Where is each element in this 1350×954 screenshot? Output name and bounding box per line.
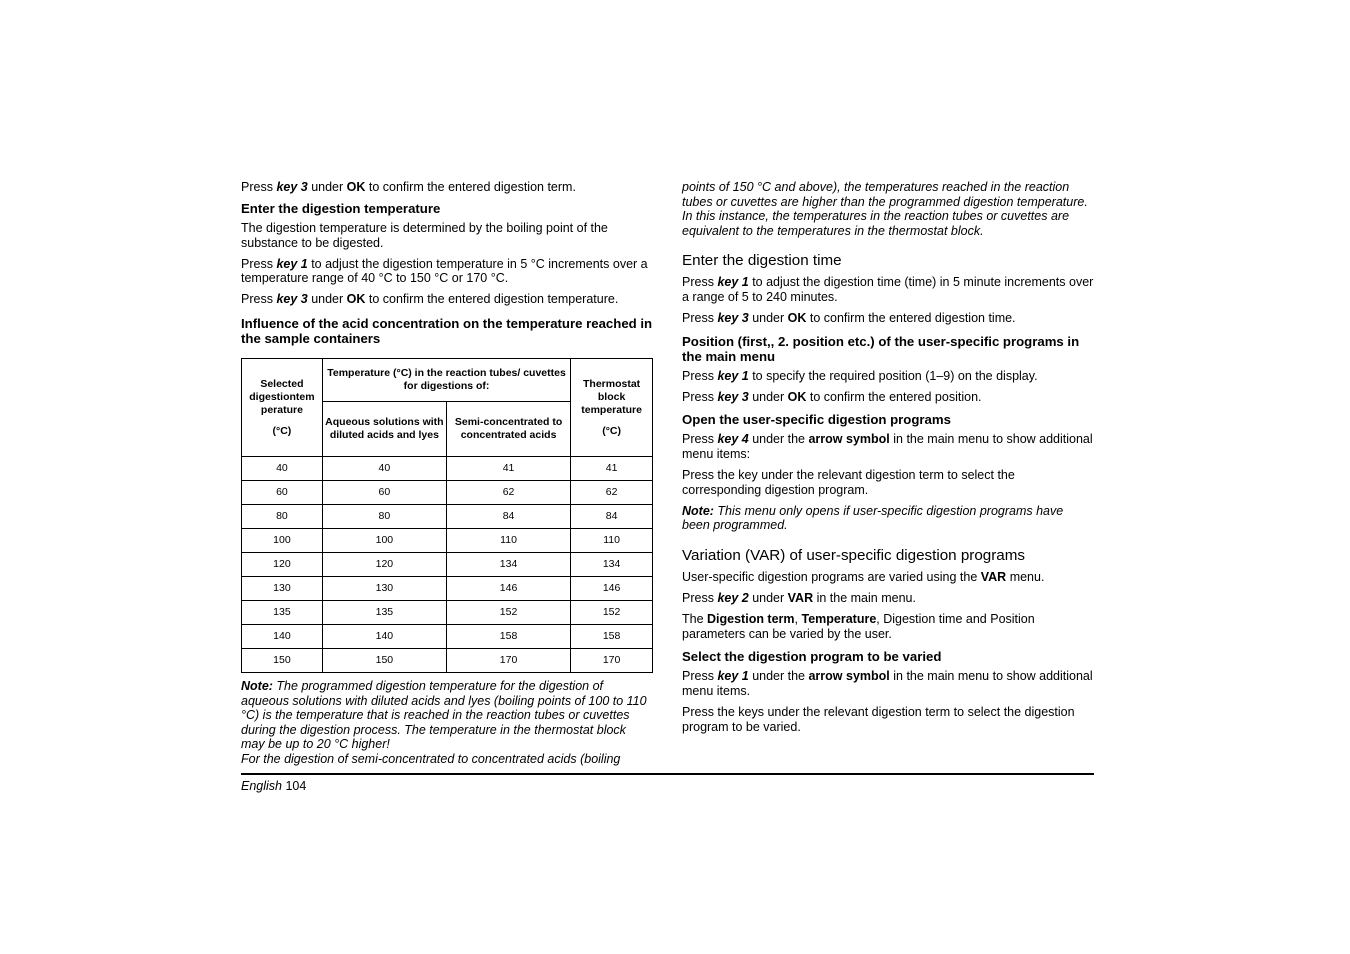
note-menu-only: Note: This menu only opens if user-specific digestion programs have been programmed.	[682, 503, 1064, 533]
paragraph-temperature-boiling: The digestion temperature is determined by the boiling point of the substance to be digested.	[241, 221, 608, 250]
paragraph-confirm-position: Press key 3 under OK to confirm the entered position.	[682, 389, 982, 404]
table-row: 130 130 146 146	[242, 577, 653, 601]
paragraph-var-menu: User-specific digestion programs are varied using the VAR menu.	[682, 569, 1045, 584]
paragraph-press-var: Press key 2 under VAR in the main menu.	[682, 591, 916, 605]
paragraph-adjust-time: Press key 1 to adjust the digestion time (time) in 5 minute increments over a range of 5 to 240 minutes.	[682, 275, 1094, 304]
table-row: 100 100 110 110	[242, 529, 653, 553]
heading-open-programs: Open the user-specific digestion programs	[682, 412, 951, 428]
paragraph-arrow-symbol: Press key 1 under the arrow symbol in the main menu to show additional menu items.	[682, 669, 1093, 698]
table-row: 120 120 134 134	[242, 553, 653, 577]
paragraph-select-varied: Press the keys under the relevant digestion term to select the digestion program to be varied.	[682, 704, 1075, 734]
col-aqueous-solutions: Aqueous solutions with diluted acids and lyes	[322, 402, 446, 457]
table-row: 60 60 62 62	[242, 481, 653, 505]
table-row: 40 40 41 41	[242, 457, 653, 481]
left-column	[241, 180, 653, 773]
table-row: 150 150 170 170	[242, 649, 653, 673]
paragraph-adjust-temperature: Press key 1 to adjust the digestion temperature in 5 °C increments over a temperature range of 40 °C to 150 °C or 170 °C.	[241, 256, 648, 286]
footer-language: English	[241, 779, 282, 793]
table-row: 135 135 152 152	[242, 601, 653, 625]
heading-digestion-temperature: Enter the digestion temperature	[241, 201, 441, 217]
note-equivalent: In this instance, the temperatures in the reaction tubes or cuvettes are equivalent to the temperatures in the thermostat block.	[682, 209, 1070, 238]
heading-acid-influence: Influence of the acid concentration on the temperature reached in the sample containers	[241, 316, 653, 347]
col-group-reaction-tubes: Temperature (°C) in the reaction tubes/ cuvettes for digestions of:	[322, 359, 570, 402]
heading-variation: Variation (VAR) of user-specific digestion programs	[682, 546, 1025, 564]
note-programmed-temperature: Note: The programmed digestion temperature for the digestion of aqueous solutions with diluted acids and lyes (boiling points of 100 to 110 °C) is the temperature that is reached in the reaction tubes or cuvettes during the digestion process. The temperature in the thermostat block may be up to 20 °C higher!	[241, 679, 647, 752]
paragraph-select-program: Press the key under the relevant digestion term to select the corresponding digestion program.	[682, 468, 1015, 497]
footer-divider	[241, 773, 1094, 775]
paragraph-confirm-temperature: Press key 3 under OK to confirm the entered digestion temperature.	[241, 292, 619, 307]
paragraph-show-menu-items: Press key 4 under the arrow symbol in the main menu to show additional menu items:	[682, 432, 1093, 461]
note-continued: points of 150 °C and above), the temperatures reached in the reaction tubes or cuvettes are higher than the programmed digestion temperature.	[682, 180, 1088, 209]
col-thermostat-block: Thermostat block temperature (°C)	[571, 359, 653, 457]
heading-position: Position (first,, 2. position etc.) of the user-specific programs in the main menu	[682, 333, 1080, 364]
paragraph-specify-position: Press key 1 to specify the required position (1–9) on the display.	[682, 368, 1038, 383]
table-row: 80 80 84 84	[242, 505, 653, 529]
paragraph-parameters: The Digestion term, Temperature, Digestion time and Position parameters can be varied by the user.	[682, 612, 1035, 641]
note-semi-concentrated: For the digestion of semi-concentrated to concentrated acids (boiling	[241, 752, 621, 767]
paragraph-confirm-time: Press key 3 under OK to confirm the entered digestion time.	[682, 311, 1016, 326]
page-footer	[241, 779, 306, 793]
col-semi-concentrated: Semi-concentrated to concentrated acids	[446, 402, 570, 457]
right-column	[682, 180, 1094, 741]
temperature-table	[241, 358, 653, 673]
page-number: 104	[285, 779, 307, 793]
heading-digestion-time: Enter the digestion time	[682, 252, 842, 270]
col-selected-temperature: Selected digestiontem perature (°C)	[242, 359, 323, 457]
table-row: 140 140 158 158	[242, 625, 653, 649]
paragraph-confirm-term: Press key 3 under OK to confirm the entered digestion term.	[241, 180, 576, 194]
heading-select-program: Select the digestion program to be varied	[682, 649, 942, 665]
